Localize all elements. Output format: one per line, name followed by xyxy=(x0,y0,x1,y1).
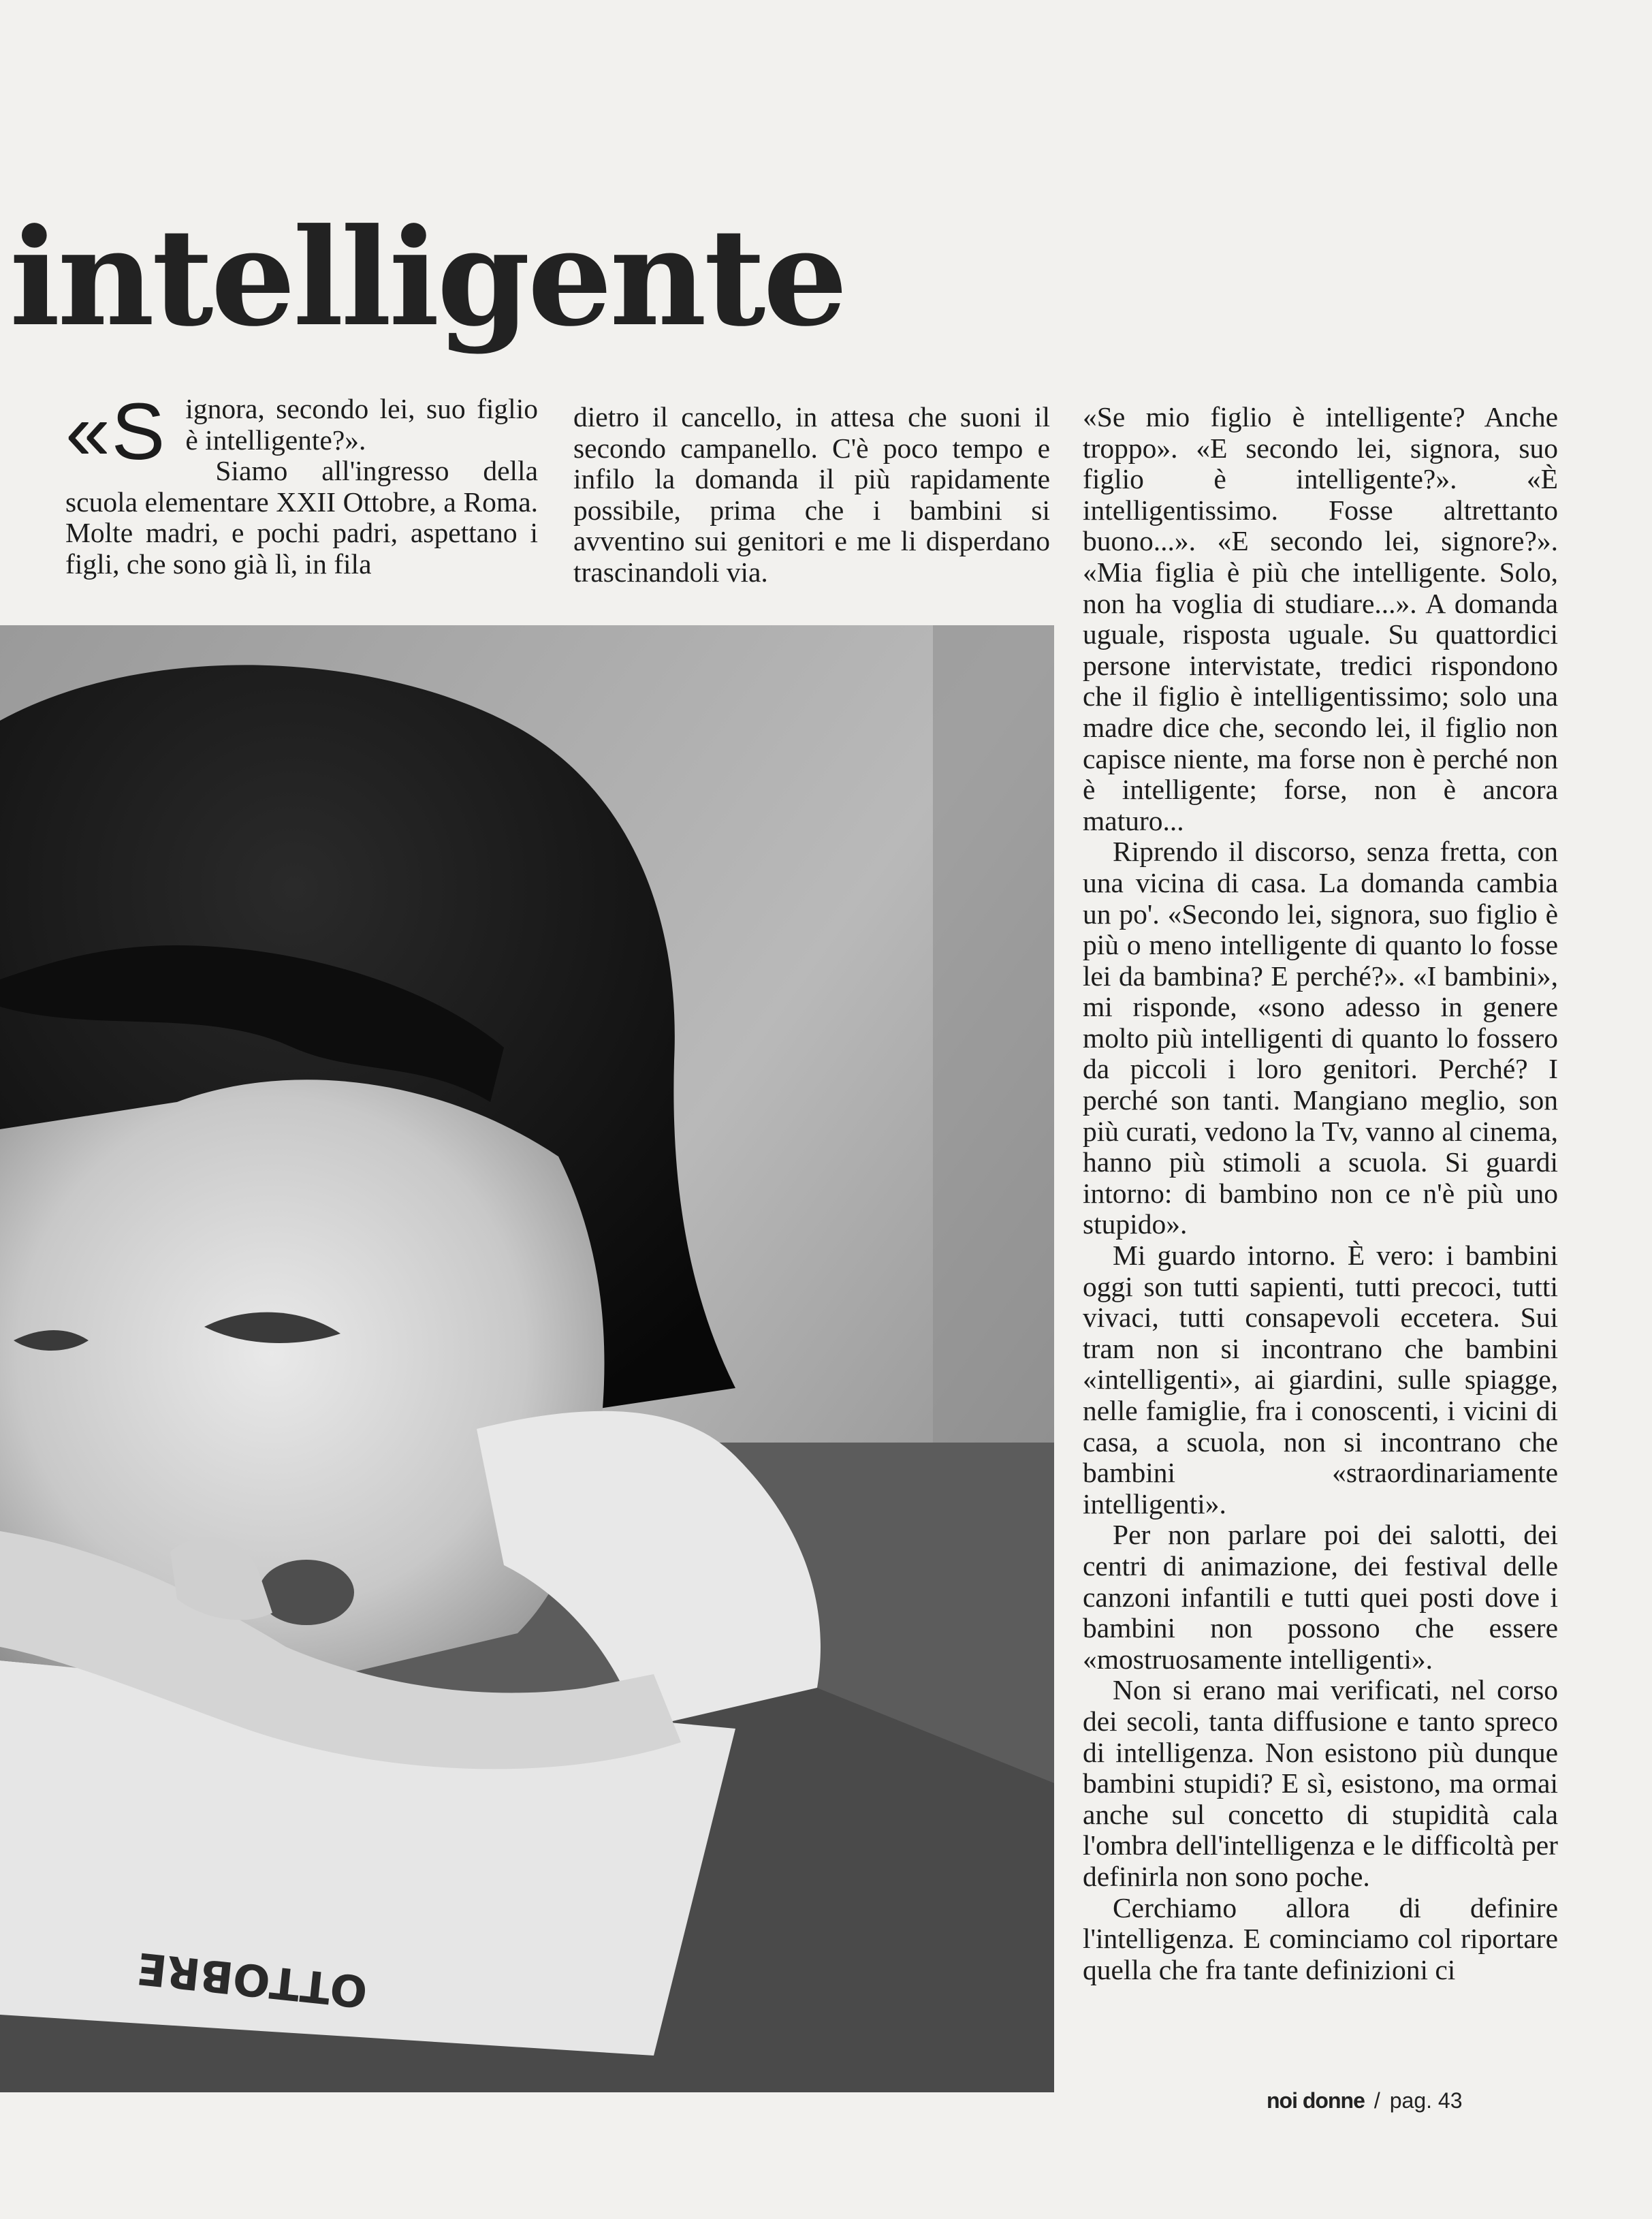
child-photo xyxy=(0,625,1054,2092)
headline: intelligente xyxy=(10,200,846,356)
magazine-name: noi donne xyxy=(1267,2088,1365,2113)
footer-separator: / xyxy=(1373,2088,1380,2113)
paragraph: Non si erano mai verificati, nel corso dei secoli, tanta diffusione e tanto spreco di intelligenza. Non esistono più dunque bambini stupidi? E sì, esistono, ma ormai anche sul concetto di stupidità cala l'ombra dell'intelligenza e le difficoltà per definirla non sono poche. xyxy=(1083,1674,1558,1892)
paragraph: Per non parlare poi dei salotti, dei centri di animazione, dei festival delle canzoni infantili e tutti quei posti dove i bambini non possono che essere «mostruosamente intelligenti». xyxy=(1083,1519,1558,1675)
paper-text: OTTOBRE xyxy=(134,1942,370,2017)
paragraph xyxy=(65,387,538,477)
paragraph: Siamo all'ingresso della scuola elementare XXII Ottobre, a Roma. Molte madri, e pochi padri, aspettano i figli, che sono già lì, in fila xyxy=(65,455,538,580)
paragraph: Cerchiamo allora di definire l'intelligenza. E cominciamo col riportare quella che fra tante definizioni ci xyxy=(1083,1891,1558,1985)
article-column-1 xyxy=(65,387,538,580)
paragraph: Mi guardo intorno. È vero: i bambini oggi son tutti sapienti, tutti precoci, tutti vivaci, tutti consapevoli eccetera. Sui tram non si incontrano che bambini «intelligenti», ai giardini, sulle spiagge, nelle famiglie, fra i conoscenti, i vicini di casa, a scuola, non si incontrano che bambini «straordinariamente intelligenti». xyxy=(1083,1240,1558,1520)
page-number: pag. 43 xyxy=(1389,2088,1463,2113)
drop-cap: «S xyxy=(65,387,167,477)
paragraph: «Se mio figlio è intelligente? Anche troppo». «E secondo lei, signora, suo figlio è intelligente?». «È intelligentissimo. Fosse altrettanto buono...». «E secondo lei, signore?». «Mia figlia è più che intelligente. Solo, non ha voglia di studiare...». A domanda uguale, risposta uguale. Su quattordici persone intervistate, tredici rispondono che il figlio è intelligentissimo; solo una madre dice che, secondo lei, il figlio non capisce niente, ma forse non è perché non è intelligente; forse, non è ancora maturo... xyxy=(1083,401,1558,836)
article-column-3 xyxy=(1083,402,1558,1985)
page-footer xyxy=(1267,2088,1463,2113)
paragraph-text: ignora, secondo lei, suo figlio è intelligente?». xyxy=(185,393,538,456)
article-column-2 xyxy=(573,402,1050,588)
paragraph: dietro il cancello, in attesa che suoni il secondo campanello. C'è poco tempo e infilo la domanda il più rapidamente possibile, prima che i bambini si avventino sui genitori e me li disperdano trascinandoli via. xyxy=(573,401,1050,588)
paragraph: Riprendo il discorso, senza fretta, con una vicina di casa. La domanda cambia un po'. «Secondo lei, signora, suo figlio è più o meno intelligente di quanto lo fosse lei da bambina? E perché?». «I bambini», mi risponde, «sono adesso in genere molto più intelligenti di quanto lo fossero da piccoli i loro genitori. Perché? I perché son tanti. Mangiano meglio, son più curati, vedono la Tv, vanno al cinema, hanno più stimoli a scuola. Si guardi intorno: di bambino non ce n'è più uno stupido». xyxy=(1083,836,1558,1240)
